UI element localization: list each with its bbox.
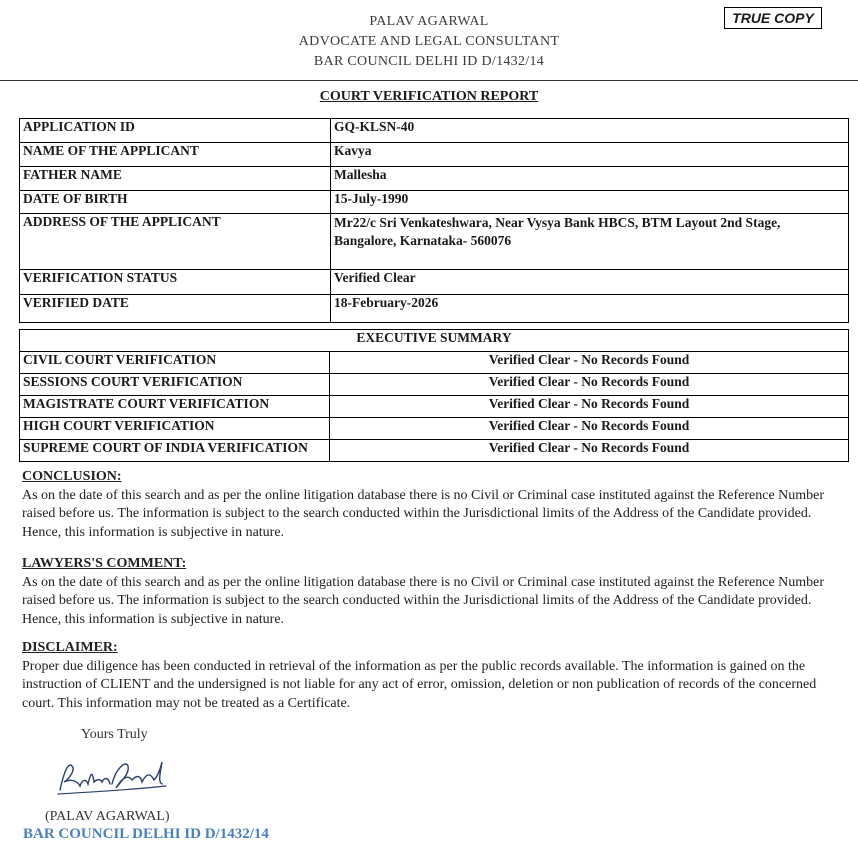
lawyers-comment-text: As on the date of this search and as per the online litigation database there is no Civil or Criminal case instituted against the Reference Number raised before us. The information is subject to the search conducted within the Jurisdictional limits of the Address of the Candidate provided. Hence, this information is subjective in nature. — [22, 574, 825, 627]
applicant-details-table — [19, 118, 849, 323]
footer-bar-id: BAR COUNCIL DELHI ID D/1432/14 — [23, 826, 269, 842]
summary-value: Verified Clear - No Records Found — [330, 440, 849, 462]
summary-value: Verified Clear - No Records Found — [330, 396, 849, 418]
table-row — [20, 352, 849, 374]
lawyers-comment-heading: LAWYERS'S COMMENT: — [22, 556, 187, 571]
table-row — [20, 191, 849, 214]
lawyers-comment-section — [22, 555, 834, 629]
summary-value: Verified Clear - No Records Found — [330, 374, 849, 396]
detail-value: Kavya — [331, 143, 849, 167]
table-row — [20, 396, 849, 418]
table-row — [20, 214, 849, 270]
detail-label: VERIFICATION STATUS — [20, 270, 331, 295]
detail-value: Verified Clear — [331, 270, 849, 295]
detail-label: VERIFIED DATE — [20, 295, 331, 323]
table-row — [20, 270, 849, 295]
disclaimer-section — [22, 639, 834, 713]
summary-value: Verified Clear - No Records Found — [330, 418, 849, 440]
detail-label: DATE OF BIRTH — [20, 191, 331, 214]
table-row — [20, 167, 849, 191]
detail-label: APPLICATION ID — [20, 119, 331, 143]
conclusion-heading: CONCLUSION: — [22, 469, 122, 484]
conclusion-text: As on the date of this search and as per the online litigation database there is no Civil or Criminal case instituted against the Reference Number raised before us. The information is subject to the search conducted within the Jurisdictional limits of the Address of the Candidate provided. Hence, this information is subjective in nature. — [22, 487, 825, 540]
table-row — [20, 295, 849, 323]
disclaimer-text: Proper due diligence has been conducted in retrieval of the information as per the public records available. The information is gained on the instruction of CLIENT and the undersigned is not liable for any act of error, omission, deletion or non publication of records of the concerned court. This information may not be treated as a Certificate. — [22, 658, 817, 711]
table-row — [20, 440, 849, 462]
table-row — [20, 374, 849, 396]
detail-value: 15-July-1990 — [331, 191, 849, 214]
disclaimer-heading: DISCLAIMER: — [22, 640, 118, 655]
handwritten-signature — [50, 752, 170, 802]
closing-salutation: Yours Truly — [81, 727, 148, 742]
report-title: COURT VERIFICATION REPORT — [319, 89, 539, 104]
detail-label: NAME OF THE APPLICANT — [20, 143, 331, 167]
summary-label: MAGISTRATE COURT VERIFICATION — [20, 396, 330, 418]
true-copy-stamp: TRUE COPY — [724, 7, 822, 29]
table-row — [20, 418, 849, 440]
detail-value: 18-February-2026 — [331, 295, 849, 323]
detail-value: Mr22/c Sri Venkateshwara, Near Vysya Bank HBCS, BTM Layout 2nd Stage, Bangalore, Karnataka- 560076 — [331, 214, 849, 270]
detail-label: ADDRESS OF THE APPLICANT — [20, 214, 331, 270]
signatory-name: (PALAV AGARWAL) — [45, 809, 170, 824]
table-row — [20, 330, 849, 352]
detail-label: FATHER NAME — [20, 167, 331, 191]
table-row — [20, 119, 849, 143]
letterhead-bar-id: BAR COUNCIL DELHI ID D/1432/14 — [313, 54, 545, 69]
detail-value: GQ-KLSN-40 — [331, 119, 849, 143]
detail-value: Mallesha — [331, 167, 849, 191]
table-row — [20, 143, 849, 167]
summary-label: SUPREME COURT OF INDIA VERIFICATION — [20, 440, 330, 462]
header-divider — [0, 80, 858, 81]
summary-label: HIGH COURT VERIFICATION — [20, 418, 330, 440]
conclusion-section — [22, 468, 834, 542]
summary-title: EXECUTIVE SUMMARY — [20, 330, 849, 352]
advocate-role: ADVOCATE AND LEGAL CONSULTANT — [298, 34, 560, 49]
executive-summary-table — [19, 329, 849, 462]
summary-label: CIVIL COURT VERIFICATION — [20, 352, 330, 374]
advocate-name: PALAV AGARWAL — [369, 14, 489, 29]
summary-label: SESSIONS COURT VERIFICATION — [20, 374, 330, 396]
summary-value: Verified Clear - No Records Found — [330, 352, 849, 374]
